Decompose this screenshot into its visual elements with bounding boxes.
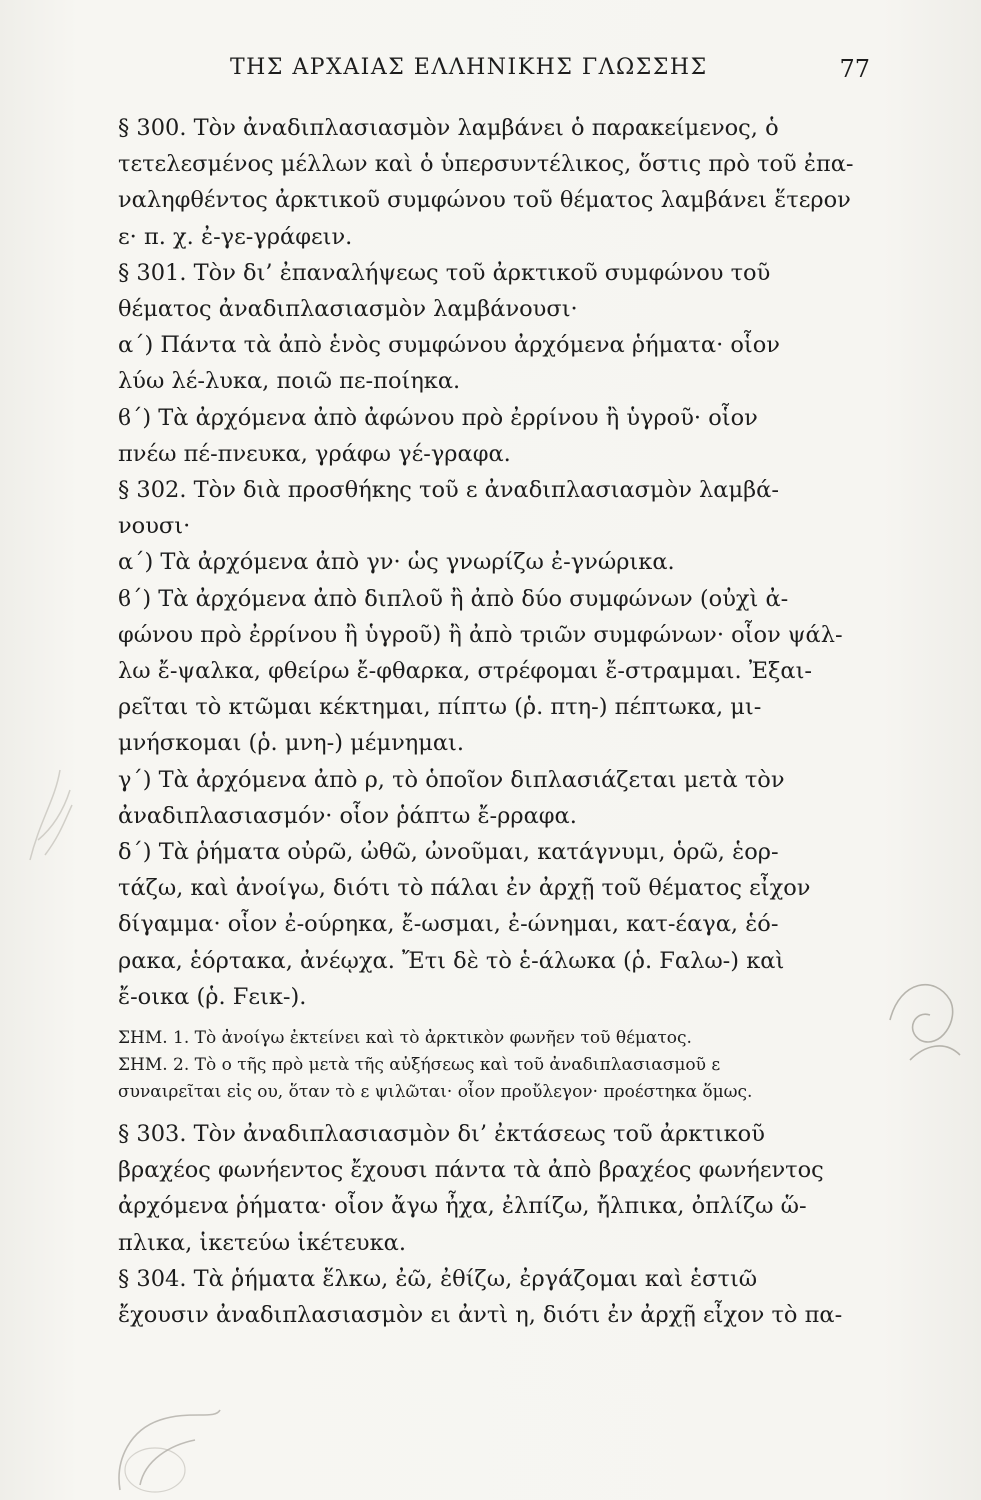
text-line: δίγαμμα· οἷον ἐ-ούρηκα, ἔ-ωσμαι, ἐ-ώνημαι, κατ-έαγα, ἑό-: [118, 911, 779, 938]
text-line: ϐ΄) Τὰ ἀρχόμενα ἀπὸ ἀφώνου πρὸ ἐρρίνου ἢ ὑγροῦ· οἷον: [118, 404, 758, 431]
text-line: δ΄) Τὰ ῥήματα οὐρῶ, ὠθῶ, ὠνοῦμαι, κατάγνυμι, ὁρῶ, ἑορ-: [118, 839, 779, 866]
page-header: [118, 55, 870, 95]
main-text: [118, 110, 870, 1333]
text-line: γ΄) Τὰ ἀρχόμενα ἀπὸ ρ, τὸ ὁποῖον διπλασιάζεται μετὰ τὸν: [118, 766, 785, 793]
text-line: ναληφθέντος ἀρκτικοῦ συμφώνου τοῦ θέματος λαμβάνει ἕτερον: [118, 187, 851, 214]
text-line: ϐ΄) Τὰ ἀρχόμενα ἀπὸ διπλοῦ ἢ ἀπὸ δύο συμφώνων (οὐχὶ ἀ-: [118, 585, 789, 612]
text-line: τάζω, καὶ ἀνοίγω, διότι τὸ πάλαι ἐν ἀρχῇ τοῦ θέματος εἶχον: [118, 875, 811, 902]
margin-stamp-icon: [20, 760, 80, 870]
text-line: α΄) Τὰ ἀρχόμενα ἀπὸ γν· ὡς γνωρίζω ἐ-γνώρικα.: [118, 549, 675, 576]
text-line: ρεῖται τὸ κτῶμαι κέκτημαι, πίπτω (ῥ. πτη-) πέπτωκα, μι-: [118, 694, 762, 721]
text-line: μνήσκομαι (ῥ. μνη-) μέμνημαι.: [118, 730, 465, 757]
text-line: πλικα, ἱκετεύω ἱκέτευκα.: [118, 1229, 406, 1256]
text-line: τετελεσμένος μέλλων καὶ ὁ ὑπερσυντέλικος, ὅστις πρὸ τοῦ ἐπα-: [118, 151, 854, 178]
text-line: θέματος ἀναδιπλασιασμὸν λαμβάνουσι·: [118, 296, 578, 323]
note-line: ΣΗΜ. 1. Τὸ ἀνοίγω ἐκτείνει καὶ τὸ ἀρκτικὸν φωνῆεν τοῦ θέματος.: [118, 1028, 692, 1049]
text-line: ε· π. χ. ἐ-γε-γράφειν.: [118, 223, 353, 250]
text-line: ἔ-οικα (ῥ. Ϝεικ-).: [118, 983, 307, 1010]
text-line: πνέω πέ-πνευκα, γράφω γέ-γραφα.: [118, 440, 511, 467]
page-number: 77: [839, 55, 870, 83]
text-line: § 302. Τὸν διὰ προσθήκης τοῦ ε ἀναδιπλασιασμὸν λαμβά-: [118, 477, 779, 504]
text-line: φώνου πρὸ ἐρρίνου ἢ ὑγροῦ) ἢ ἀπὸ τριῶν συμφώνων· οἷον ψάλ-: [118, 621, 843, 648]
text-line: νουσι·: [118, 513, 191, 540]
text-line: § 300. Τὸν ἀναδιπλασιασμὸν λαμβάνει ὁ παρακείμενος, ὁ: [118, 115, 779, 141]
text-line: ἀναδιπλασιασμόν· οἷον ῥάπτω ἔ-ρραφα.: [118, 802, 577, 829]
text-line: ἀρχόμενα ῥήματα· οἷον ἄγω ἦχα, ἐλπίζω, ἤλπικα, ὀπλίζω ὥ-: [118, 1193, 807, 1220]
text-line: § 301. Τὸν δι’ ἐπαναλήψεως τοῦ ἀρκτικοῦ συμφώνου τοῦ: [118, 259, 771, 286]
text-line: § 304. Τὰ ῥήματα ἕλκω, ἐῶ, ἐθίζω, ἐργάζομαι καὶ ἑστιῶ: [118, 1265, 758, 1292]
text-line: α΄) Πάντα τὰ ἀπὸ ἑνὸς συμφώνου ἀρχόμενα ῥήματα· οἷον: [118, 332, 780, 359]
corner-stamp-icon: [100, 1390, 230, 1500]
text-line: ρακα, ἑόρτακα, ἀνέῳχα. Ἔτι δὲ τὸ ἑ-άλωκα (ῥ. Ϝαλω-) καὶ: [118, 947, 785, 974]
text-line: ἔχουσιν ἀναδιπλασιασμὸν ει ἀντὶ η, διότι ἐν ἀρχῇ εἶχον τὸ πα-: [118, 1302, 843, 1329]
running-title: ΤΗΣ ΑΡΧΑΙΑΣ ΕΛΛΗΝΙΚΗΣ ΓΛΩΣΣΗΣ: [230, 55, 708, 80]
note-line: ΣΗΜ. 2. Τὸ ο τῆς πρὸ μετὰ τῆς αὐξήσεως καὶ τοῦ ἀναδιπλασιασμοῦ ε: [118, 1055, 721, 1076]
text-line: λω ἔ-ψαλκα, φθείρω ἔ-φθαρκα, στρέφομαι ἔ-στραμμαι. Ἐξαι-: [118, 658, 813, 685]
text-line: λύω λέ-λυκα, ποιῶ πε-ποίηκα.: [118, 368, 461, 395]
note-line: συναιρεῖται εἰς ου, ὅταν τὸ ε ψιλῶται· οἷον προὔλεγον· προέστηκα ὅμως.: [118, 1082, 753, 1103]
text-line: § 303. Τὸν ἀναδιπλασιασμὸν δι’ ἐκτάσεως τοῦ ἀρκτικοῦ: [118, 1121, 765, 1148]
text-line: βραχέος φωνήεντος ἔχουσι πάντα τὰ ἀπὸ βραχέος φωνήεντος: [118, 1157, 824, 1184]
signature-stamp-icon: [880, 960, 970, 1080]
